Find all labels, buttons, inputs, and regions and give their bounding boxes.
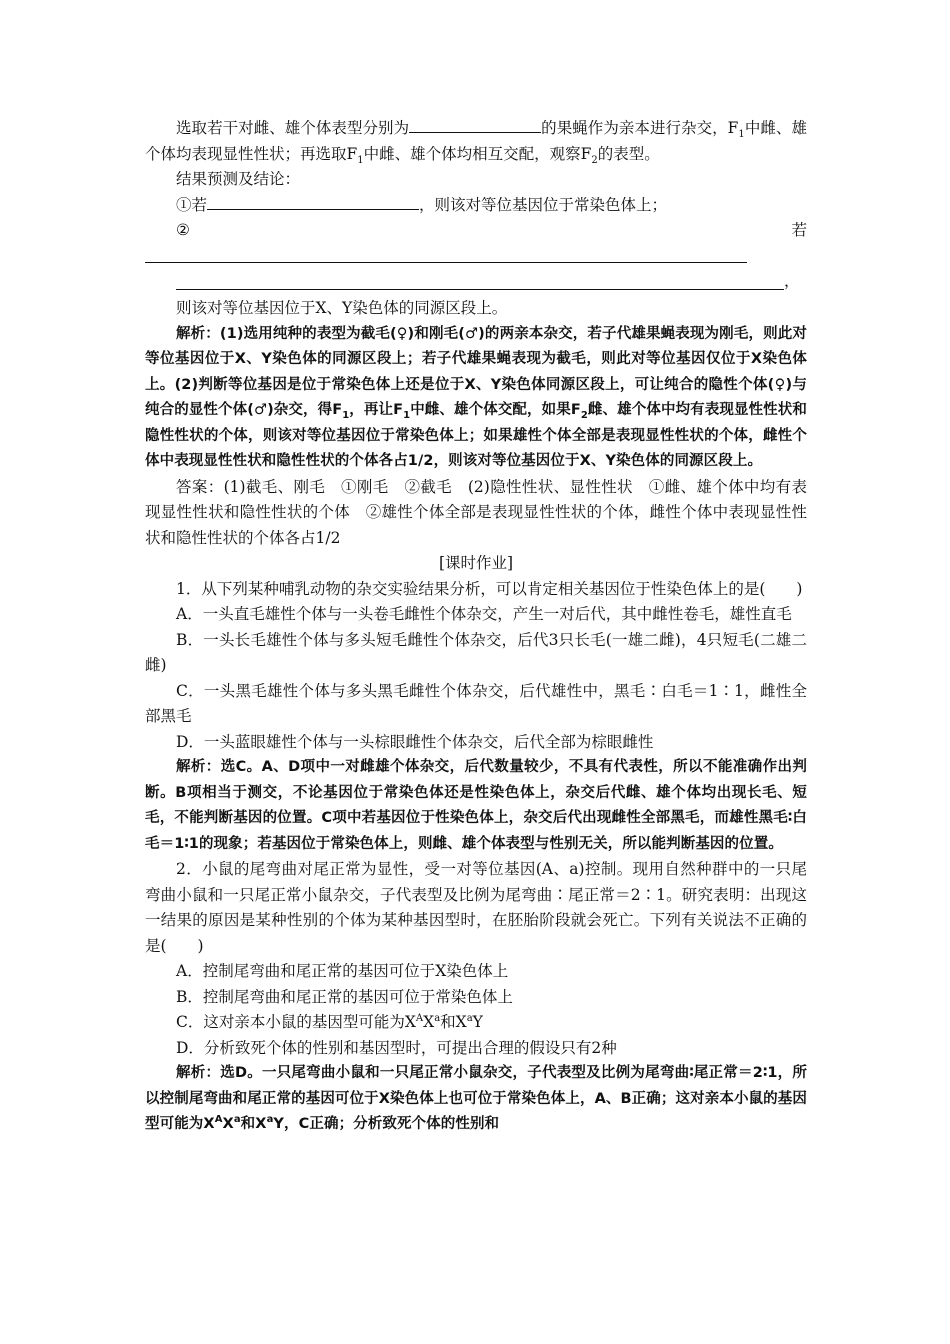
- document-page: [145, 116, 807, 1138]
- question-1-option-a: A．一头直毛雄性个体与一头卷毛雌性个体杂交，产生一对后代，其中雌性卷毛，雄性直毛: [176, 605, 792, 623]
- paragraph-experiment: 选取若干对雌、雄个体表型分别为 的果蝇作为亲本进行杂交，$F_1$中雌、雄个体均表现显性性状；再选取$F_1$中雌、雄个体均相互交配，观察$F_2$的表型。: [145, 119, 807, 166]
- question-2-option-c: C．这对亲本小鼠的基因型可能为$X^AX^a$和$X^aY$: [176, 1012, 483, 1031]
- question-2-option-a: A．控制尾弯曲和尾正常的基因可位于X染色体上: [176, 962, 509, 980]
- answer-blank[interactable]: [207, 194, 419, 210]
- result-item-1: ①若 ，则该对等位基因位于常染色体上；: [176, 195, 668, 214]
- question-1-analysis: 解析：选C。A、D项中一对雌雄个体杂交，后代数量较少，不具有代表性，所以不能准确作出判断。B项相当于测交，不论基因位于常染色体还是性染色体上，杂交后代雌、雄个体均出现长毛、短毛，不能判断基因的位置。C项中若基因位于性染色体上，杂交后代出现雌性全部黑毛，而雄性黑毛∶白毛＝1∶1的现象；若基因位于常染色体上，则雌、雄个体表型与性别无关，所以能判断基因的位置。: [145, 759, 807, 852]
- question-2-stem: 2．小鼠的尾弯曲对尾正常为显性，受一对等位基因(A、a)控制。现用自然种群中的一只尾弯曲小鼠和一只尾正常小鼠杂交，子代表型及比例为尾弯曲∶尾正常＝2∶1。研究表明：出现这一结果的原因是某种性别的个体为某种基因型时，在胚胎阶段就会死亡。下列有关说法不正确的是( ): [145, 860, 807, 955]
- answer-blank[interactable]: [176, 271, 784, 290]
- question-2-analysis: 解析：选D。一只尾弯曲小鼠和一只尾正常小鼠杂交，子代表型及比例为尾弯曲∶尾正常＝2∶1，所以控制尾弯曲和尾正常的基因可位于X染色体上也可位于常染色体上，A、B正确；这对亲本小鼠的基因型可能为$X^AX^a$和$X^aY$，C正确；分析致死个体的性别和: [145, 1065, 807, 1132]
- answer-paragraph: 答案：(1)截毛、刚毛 ①刚毛 ②截毛 (2)隐性性状、显性性状 ①雌、雄个体中均有表现显性性状和隐性性状的个体 ②雄性个体全部是表现显性性状的个体，雌性个体中表现显性性状和隐性性状的个体各占1/2: [145, 477, 807, 547]
- result-item-2: ② 若: [176, 221, 807, 239]
- answer-blank[interactable]: [409, 117, 541, 133]
- analysis-paragraph: 解析：(1)选用纯种的表型为截毛(♀)和刚毛(♂)的两亲本杂交，若子代雄果蝇表现为刚毛，则此对等位基因位于X、Y染色体的同源区段上；若子代雄果蝇表现为截毛，则此对等位基因仅位于X染色体上。(2)判断等位基因是位于常染色体上还是位于X、Y染色体同源区段上，可让纯合的隐性个体(♀)与纯合的显性个体(♂)杂交，得$F_1$，再让$F_1$中雌、雄个体交配，如果$F_2$雌、雄个体中均有表现显性性状和隐性性状的个体，则该对等位基因位于常染色体上；如果雄性个体全部是表现显性性状的个体，雌性个体中表现显性性状和隐性性状的个体各占1/2，则该对等位基因位于X、Y染色体的同源区段上。: [145, 325, 807, 469]
- question-1-option-d: D．一头蓝眼雄性个体与一头棕眼雌性个体杂交，后代全部为棕眼雌性: [176, 732, 654, 751]
- answer-blank[interactable]: [145, 244, 747, 263]
- question-1-option-c: C．一头黑毛雄性个体与多头黑毛雌性个体杂交，后代雄性中，黑毛∶白毛＝1∶1，雌性全部黑毛: [145, 681, 807, 725]
- answer-blank-row: ，: [145, 269, 807, 295]
- question-1-stem: 1．从下列某种哺乳动物的杂交实验结果分析，可以肯定相关基因位于性染色体上的是( ): [176, 579, 803, 598]
- result-conclusion: 则该对等位基因位于X、Y染色体的同源区段上。: [176, 299, 508, 317]
- result-heading: 结果预测及结论：: [176, 170, 301, 188]
- section-title: [课时作业]: [438, 554, 514, 572]
- question-1-option-b: B．一头长毛雄性个体与多头短毛雌性个体杂交，后代3只长毛(一雄二雌)，4只短毛(二雄二雌): [145, 630, 807, 674]
- question-2-option-d: D．分析致死个体的性别和基因型时，可提出合理的假设只有2种: [176, 1038, 617, 1057]
- question-2-option-b: B．控制尾弯曲和尾正常的基因可位于常染色体上: [176, 987, 513, 1006]
